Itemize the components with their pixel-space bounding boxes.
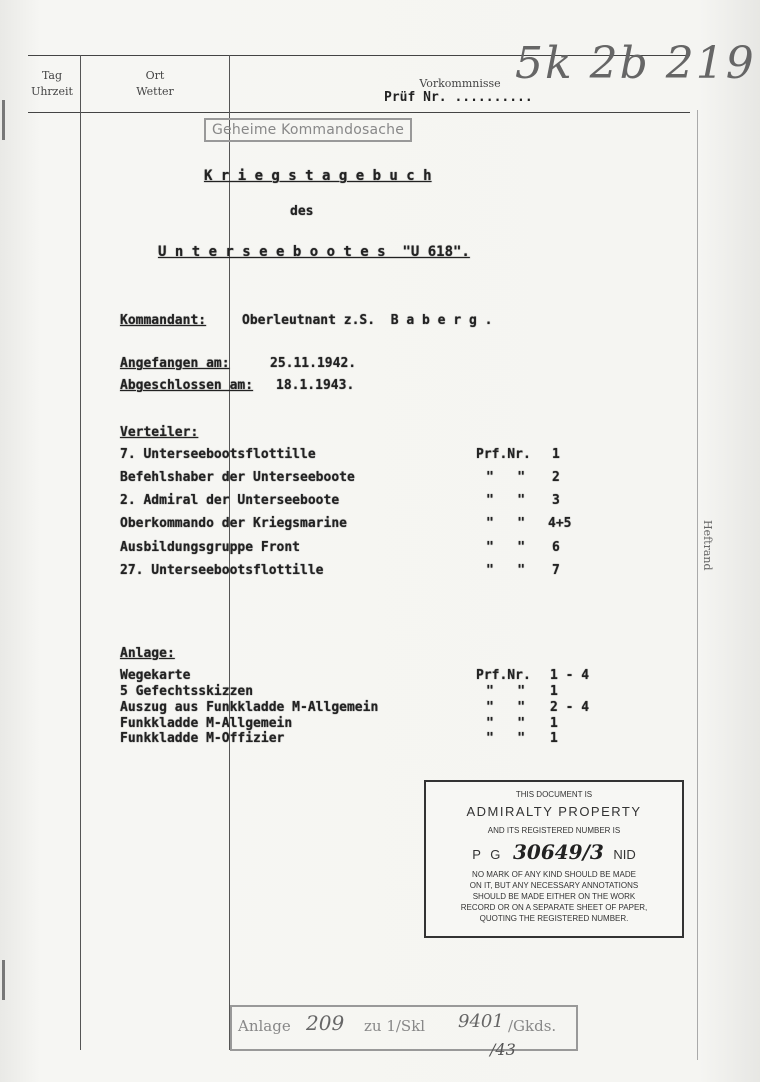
heftrand-margin-label: Heftrand (701, 520, 714, 571)
header-tag: Tag (41, 69, 63, 82)
admiralty-line-1: THIS DOCUMENT IS (515, 790, 593, 799)
title-des: des (290, 204, 314, 219)
header-ort-wetter (110, 68, 200, 100)
title-kriegstagebuch: K r i e g s t a g e b u c h (204, 168, 432, 184)
anlage-row-num: 1 - 4 (550, 668, 590, 683)
anlage-row-ref: Prf.Nr. (476, 668, 531, 683)
verteiler-row-name: Oberkommando der Kriegsmarine (120, 516, 347, 531)
anlage-row-num: 1 (550, 684, 558, 699)
anlage-row-num: 1 (550, 731, 558, 746)
verteiler-row-num: 1 (552, 447, 560, 462)
verteiler-row-name: Ausbildungsgruppe Front (120, 540, 301, 555)
verteiler-row-ref: Prf.Nr. (476, 447, 531, 462)
verteiler-row-ref: " " (486, 516, 526, 531)
verteiler-row-num: 7 (552, 563, 560, 578)
verteiler-row-ref: " " (486, 540, 526, 555)
anlage-row-ref: " " (486, 684, 526, 699)
admiralty-line-2: ADMIRALTY PROPERTY (466, 804, 642, 819)
column-divider-1 (80, 55, 81, 1050)
footer-mid: zu 1/Skl (364, 1017, 426, 1035)
verteiler-row-name: 27. Unterseebootsflottille (120, 563, 324, 578)
admiralty-line-9: QUOTING THE REGISTERED NUMBER. (479, 914, 629, 923)
footer-handwritten-year: /43 (490, 1040, 516, 1059)
admiralty-line-3: AND ITS REGISTERED NUMBER IS (487, 826, 621, 835)
anlage-row-name: Auszug aus Funkkladde M-Allgemein (120, 700, 379, 715)
verteiler-row-ref: " " (486, 563, 526, 578)
footer-handwritten-number-2: 9401 (458, 1011, 504, 1032)
admiralty-pg-suffix: NID (613, 847, 636, 862)
anlage-row-name: 5 Gefechtsskizzen (120, 684, 254, 699)
admiralty-pg-prefix: P G (472, 847, 504, 862)
anlage-heading: Anlage: (120, 646, 175, 661)
binding-mark-bottom (2, 960, 5, 1000)
handwritten-archive-number: 5k 2b 219 (515, 38, 756, 89)
anlage-row-ref: " " (486, 731, 526, 746)
verteiler-row-name: Befehlshaber der Unterseeboote (120, 470, 355, 485)
right-margin-rule (697, 110, 698, 1060)
header-ort: Ort (145, 69, 165, 82)
admiralty-line-7: SHOULD BE MADE EITHER ON THE WORK (472, 892, 636, 901)
header-wetter: Wetter (136, 85, 174, 98)
anlage-row-ref: " " (486, 716, 526, 731)
verteiler-row-name: 2. Admiral der Unterseeboote (120, 493, 340, 508)
anlage-row-ref: " " (486, 700, 526, 715)
verteiler-row-num: 4+5 (548, 516, 572, 531)
header-tag-uhrzeit (22, 68, 82, 100)
header-bottom-rule (28, 112, 690, 113)
verteiler-row-ref: " " (486, 470, 526, 485)
verteiler-row-name: 7. Unterseebootsflottille (120, 447, 316, 462)
verteiler-row-num: 6 (552, 540, 560, 555)
footer-suffix: /Gkds. (508, 1017, 557, 1035)
angefangen-label: Angefangen am: (120, 356, 230, 371)
binding-mark-top (2, 100, 5, 140)
anlage-row-num: 1 (550, 716, 558, 731)
pruf-number-label: Prüf Nr. .......... (384, 90, 533, 105)
admiralty-pg-number: 30649/3 (512, 840, 604, 864)
anlage-row-num: 2 - 4 (550, 700, 590, 715)
abgeschlossen-label: Abgeschlossen am: (120, 378, 254, 393)
classification-stamp: Geheime Kommandosache (204, 118, 412, 142)
kommandant-label: Kommandant: (120, 313, 207, 328)
verteiler-row-ref: " " (486, 493, 526, 508)
angefangen-value: 25.11.1942. (270, 356, 357, 371)
anlage-row-name: Wegekarte (120, 668, 191, 683)
admiralty-line-5: NO MARK OF ANY KIND SHOULD BE MADE (472, 870, 636, 879)
footer-prefix: Anlage (238, 1017, 291, 1035)
title-unterseebootes: U n t e r s e e b o o t e s "U 618". (158, 244, 470, 260)
anlage-footer-stamp (230, 1005, 578, 1051)
kommandant-value: Oberleutnant z.S. B a b e r g . (242, 313, 493, 328)
header-vorkommnisse: Vorkommnisse (419, 77, 501, 90)
admiralty-line-6: ON IT, BUT ANY NECESSARY ANNOTATIONS (469, 881, 639, 890)
admiralty-property-stamp (424, 780, 684, 938)
footer-handwritten-number: 209 (306, 1011, 345, 1035)
header-uhrzeit: Uhrzeit (31, 85, 73, 98)
verteiler-row-num: 3 (552, 493, 560, 508)
verteiler-row-num: 2 (552, 470, 560, 485)
admiralty-line-8: RECORD OR ON A SEPARATE SHEET OF PAPER, (460, 903, 648, 912)
abgeschlossen-value: 18.1.1943. (276, 378, 355, 393)
admiralty-registered-number (426, 840, 682, 864)
verteiler-heading: Verteiler: (120, 425, 199, 440)
anlage-row-name: Funkkladde M-Offizier (120, 731, 285, 746)
anlage-row-name: Funkkladde M-Allgemein (120, 716, 293, 731)
